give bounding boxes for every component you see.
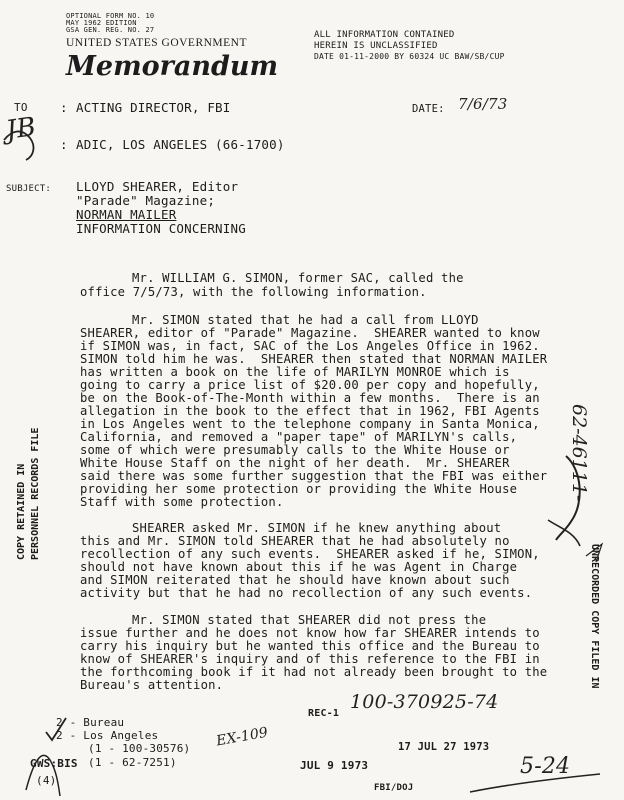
right-handwritten-file-number: 62-46111-: [568, 404, 590, 502]
subject-line-4: INFORMATION CONCERNING: [76, 221, 246, 236]
rec-stamp: REC-1: [308, 708, 340, 719]
para3-line-2: issue further and he does not know how far SHEARER intends to: [80, 626, 540, 640]
left-vertical-stamp-1: COPY RETAINED IN: [16, 463, 27, 560]
form-id-line-2: MAY 1962 EDITION: [66, 19, 137, 27]
to-label: TO: [14, 101, 28, 114]
jul-date-stamp: 17 JUL 27 1973: [398, 741, 490, 753]
arrow-right-handwritten: [586, 544, 602, 562]
para3-line-1: Mr. SIMON stated that SHEARER did not press the: [132, 613, 487, 627]
from-colon: :: [60, 137, 68, 152]
subject-label: SUBJECT:: [6, 184, 51, 194]
bottom-right-handwritten: 5-24: [520, 754, 571, 779]
para1-line-5: has written a book on the life of MARILYN MONROE which is: [80, 365, 510, 379]
distribution-line-3: (1 - 100-30576): [88, 742, 191, 755]
intro-line-1: Mr. WILLIAM G. SIMON, former SAC, called the: [132, 271, 464, 285]
para1-line-6: going to carry a price list of $20.00 per copy and hopefully,: [80, 378, 540, 392]
classification-line-2: HEREIN IS UNCLASSIFIED: [314, 41, 438, 51]
margin-initials: JB: [4, 112, 38, 146]
para1-line-2: SHEARER, editor of "Parade" Magazine. SHEARER wanted to know: [80, 326, 540, 340]
para1-line-4: SIMON told him he was. SHEARER then stated that NORMAN MAILER: [80, 352, 548, 366]
classification-line-3: DATE 01-11-2000 BY 60324 UC BAW/SB/CUP: [314, 52, 505, 61]
para1-line-7: be on the Book-of-The-Month within a few months. There is an: [80, 391, 540, 405]
para2-line-4: should not have known about this if he was Agent in Charge: [80, 560, 518, 574]
para2-line-6: activity but that he had no recollection of any such events.: [80, 586, 533, 600]
para1-line-9: in Los Angeles went to the telephone company in Santa Monica,: [80, 417, 540, 431]
para1-line-10: California, and removed a "paper tape" of MARILYN's calls,: [80, 430, 518, 444]
checkmark-bottom-left: [46, 718, 66, 740]
para3-line-3: carry his inquiry but he wanted this office and the Bureau to: [80, 639, 540, 653]
intro-line-2: office 7/5/73, with the following information.: [80, 285, 427, 299]
para2-line-2: this and Mr. SIMON told SHEARER that he had absolutely no: [80, 534, 510, 548]
distribution-initials: GWS:BIS: [30, 757, 78, 770]
para3-line-6: Bureau's attention.: [80, 678, 224, 692]
para2-line-3: recollection of any such events. SHEARER asked if he, SIMON,: [80, 547, 540, 561]
letterhead-title: Memorandum: [66, 51, 279, 82]
file-number-handwritten: 100-370925-74: [350, 691, 499, 713]
ex-number-stamp: EX-109: [215, 724, 270, 750]
para2-line-1: SHEARER asked Mr. SIMON if he knew anything about: [132, 521, 502, 535]
second-date-stamp: JUL 9 1973: [300, 759, 369, 772]
right-vertical-stamp: UNRECORDED COPY FILED IN: [589, 544, 600, 689]
para1-line-15: Staff with some protection.: [80, 495, 284, 509]
form-id-line-1: OPTIONAL FORM NO. 10: [66, 12, 155, 20]
to-colon: :: [60, 100, 68, 115]
para3-line-4: know of SHEARER's inquiry and of this reference to the FBI in: [80, 652, 540, 666]
para1-line-8: allegation in the book to the effect that in 1962, FBI Agents: [80, 404, 540, 418]
para1-line-13: said there was some further suggestion that the FBI was either: [80, 469, 548, 483]
distribution-line-4: (1 - 62-7251): [88, 756, 177, 769]
scribble-top-left: [4, 131, 33, 160]
letterhead-org: UNITED STATES GOVERNMENT: [66, 37, 248, 49]
scribble-bottom-left: [26, 755, 60, 796]
para2-line-5: and SIMON reiterated that he should have known about such: [80, 573, 510, 587]
line-bottom-right: [470, 774, 600, 792]
para1-line-11: some of which were presumably calls to the White House or: [80, 443, 510, 457]
para1-line-12: White House Staff on the night of her death. Mr. SHEARER: [80, 456, 510, 470]
to-value: ACTING DIRECTOR, FBI: [76, 100, 231, 115]
subject-line-2: "Parade" Magazine;: [76, 193, 216, 208]
para3-line-5: the forthcoming book if it had not already been brought to the: [80, 665, 548, 679]
distribution-count: (4): [36, 774, 57, 787]
subject-line-3: NORMAN MAILER: [76, 207, 177, 222]
distribution-line-2: 2 - Los Angeles: [56, 729, 159, 742]
date-value: 7/6/73: [458, 95, 508, 113]
scribble-mark-right: [548, 520, 580, 546]
bottom-center-stamp: FBI/DOJ: [374, 783, 414, 793]
para1-line-1: Mr. SIMON stated that he had a call from LLOYD: [132, 313, 479, 327]
distribution-line-1: 2 - Bureau: [56, 716, 125, 729]
form-id-line-3: GSA GEN. REG. NO. 27: [66, 26, 155, 34]
from-value: ADIC, LOS ANGELES (66-1700): [76, 137, 285, 152]
para1-line-14: providing her some protection or providing the White House: [80, 482, 518, 496]
left-vertical-stamp-2: PERSONNEL RECORDS FILE: [30, 427, 41, 560]
subject-line-1: LLOYD SHEARER, Editor: [76, 179, 239, 194]
classification-line-1: ALL INFORMATION CONTAINED: [314, 30, 455, 40]
date-label: DATE:: [412, 103, 445, 115]
para1-line-3: if SIMON was, in fact, SAC of the Los Angeles Office in 1962.: [80, 339, 540, 353]
